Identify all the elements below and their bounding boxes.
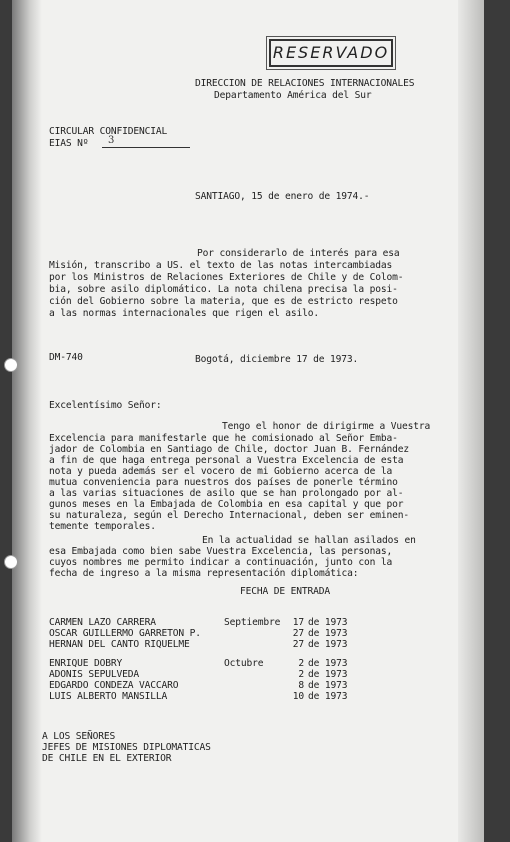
punch-hole-bottom (4, 555, 18, 569)
salutation: Excelentísimo Señor: (49, 400, 162, 411)
note-date: Bogotá, diciembre 17 de 1973. (195, 354, 359, 365)
circular-number-underline (102, 147, 190, 148)
document-page: RESERVADO DIRECCION DE RELACIONES INTERNACIONALES Departamento América del Sur CIRCULAR CONFIDENCIAL EIAS Nº 3 SANTIAGO, 15 de enero de 1974.- Por considerarlo de interés para esa Misión, transcribo a US. el texto de las notas intercambiadas por los Ministros de Relaciones Exteriores de Chile y de Colom- bia, sobre asilo diplomático. La nota chilena precisa la posi- ción del Gobierno sobre la materia, que es de estricto respeto a las normas internacionales que rigen el asilo. DM-740 Bogotá, diciembre 17 de 1973. Excelentísimo Señor: Tengo el honor de dirigirme a Vuestra Excelencia para manifestarle que he comisionado al Señor Emba- jador de Colombia en Santiago de Chile, doctor Juan B. Fernández a fin de que haga entrega personal a Vuestra Excelencia de esta nota y pueda además ser el vocero de mi Gobierno acerca de la mutua conveniencia para nuestros dos países de ponerle término a las varias situaciones de asilo que se han prolongado por al- gunos meses en la Embajada de Colombia en esa capital y que por su naturaleza, según el Derecho Internacional, deben ser eminen- temente temporales. En la actualidad se hallan asilados en esa Embajada como bien sabe Vuestra Excelencia, las personas, cuyos nombres me permito indicar a continuación, junto con la fecha de ingreso a la misma representación diplomática: FECHA DE ENTRADA CARMEN LAZO CARRERA Septiembre 17 de 1973 OSCAR GUILLERMO GARRETON P. 27 de 1973 HERNAN DEL CANTO RIQUELME 27 de 1973 ENRIQUE DOBRY Octubre 2 de 1973 ADONIS SEPULVEDA 2 de 1973 EDGARDO CONDEZA VACCARO 8 de 1973 LUIS ALBERTO MANSILLA 10 de 1973 A LOS SEÑORES JEFES DE MISIONES DIPLOMATICAS DE CHILE EN EL EXTERIOR (12, 0, 484, 842)
punch-hole-top (4, 358, 18, 372)
page-shadow (12, 0, 42, 842)
date-line: SANTIAGO, 15 de enero de 1974.- (195, 191, 370, 202)
header-org: DIRECCION DE RELACIONES INTERNACIONALES (195, 78, 415, 89)
page-edge (458, 0, 484, 842)
header-dept: Departamento América del Sur (214, 90, 372, 101)
reservado-stamp: RESERVADO (269, 39, 393, 67)
table-header: FECHA DE ENTRADA (240, 586, 331, 597)
circular-number-label: EIAS Nº (49, 138, 89, 149)
note-reference: DM-740 (49, 352, 83, 363)
circular-number: 3 (108, 135, 115, 146)
circular-title: CIRCULAR CONFIDENCIAL (49, 126, 168, 137)
